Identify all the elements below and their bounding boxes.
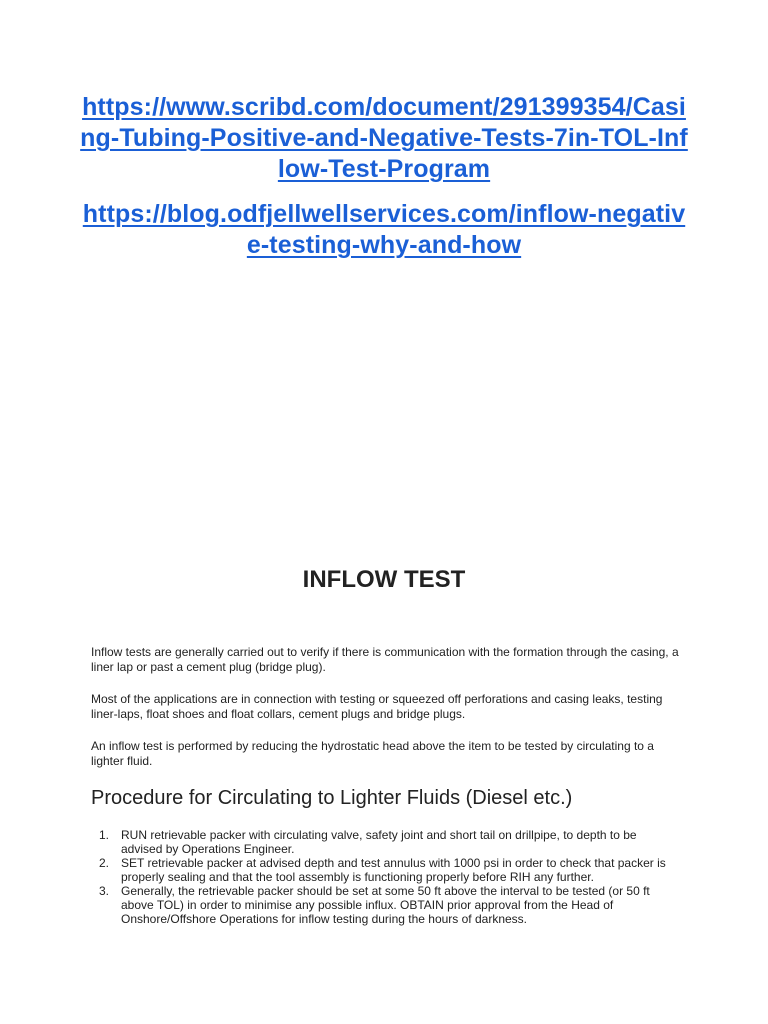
step-number: 1.	[98, 828, 109, 842]
procedure-heading: Procedure for Circulating to Lighter Fluids (Diesel etc.)	[91, 787, 573, 809]
paragraph: Inflow tests are generally carried out to verify if there is communication with the formation through the casing, a liner lap or past a cement plug (bridge plug).	[91, 645, 679, 674]
odfjell-blog-link[interactable]: https://blog.odfjellwellservices.com/inflow-negative-testing-why-and-how	[82, 200, 686, 259]
document-body	[91, 645, 681, 926]
step-number: 2.	[98, 856, 109, 870]
step-text: RUN retrievable packer with circulating valve, safety joint and short tail on drillpipe, to depth to be advised by Operations Engineer.	[121, 828, 637, 856]
procedure-list	[91, 828, 681, 926]
list-item	[91, 884, 681, 926]
paragraph: Most of the applications are in connection with testing or squeezed off perforations and casing leaks, testing liner-laps, float shoes and float collars, cement plugs and bridge plugs.	[91, 692, 663, 721]
scribd-link[interactable]: https://www.scribd.com/document/291399354/Casing-Tubing-Positive-and-Negative-Tests-7in-TOL-Inflow-Test-Program	[80, 93, 688, 183]
reference-links	[80, 92, 688, 261]
step-number: 3.	[98, 884, 109, 898]
step-text: SET retrievable packer at advised depth and test annulus with 1000 psi in order to check that packer is properly sealing and that the tool assembly is functioning properly before RIH any further.	[121, 856, 666, 884]
step-text: Generally, the retrievable packer should be set at some 50 ft above the interval to be tested (or 50 ft above TOL) in order to minimise any possible influx. OBTAIN prior approval from the Head of Onshore/Offshore Operations for inflow testing during the hours of darkness.	[121, 884, 650, 926]
page-title: INFLOW TEST	[302, 566, 466, 593]
list-item	[91, 856, 681, 884]
list-item	[91, 828, 681, 856]
paragraph: An inflow test is performed by reducing the hydrostatic head above the item to be tested by circulating to a lighter fluid.	[91, 739, 654, 768]
